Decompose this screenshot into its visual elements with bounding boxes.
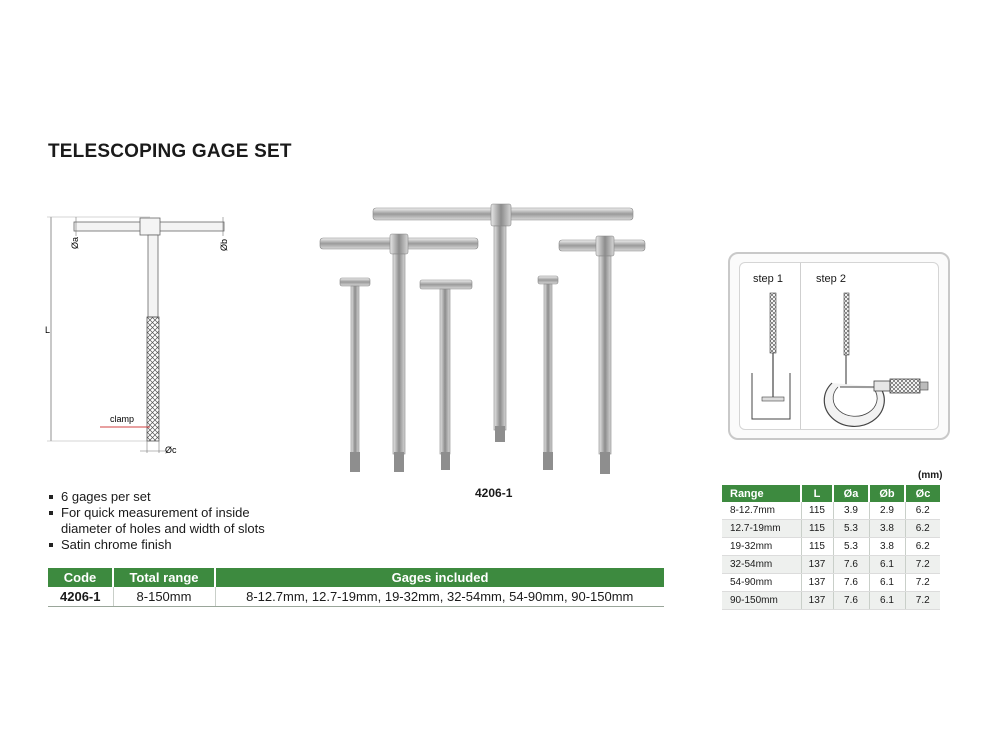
spec-row	[722, 574, 940, 592]
spec-cell: 6.2	[905, 502, 940, 520]
spec-cell: 2.9	[869, 502, 905, 520]
table-header-row	[48, 568, 664, 587]
feature-list	[48, 489, 265, 553]
spec-cell: 6.2	[905, 520, 940, 538]
spec-cell: 115	[801, 502, 833, 520]
spec-cell: 7.2	[905, 574, 940, 592]
label-clamp: clamp	[110, 414, 135, 424]
spec-cell: 137	[801, 592, 833, 610]
gage-set-illustration	[310, 200, 660, 480]
label-b: Øb	[219, 238, 229, 251]
label-c: Øc	[165, 445, 177, 455]
spec-cell: 7.2	[905, 556, 940, 574]
spec-header-range: Range	[722, 485, 801, 502]
spec-cell: 3.9	[833, 502, 869, 520]
header-gages-included: Gages included	[215, 568, 664, 587]
feature-item-continued: diameter of holes and width of slots	[61, 521, 265, 536]
step-1-label: step 1	[753, 273, 783, 285]
spec-table	[722, 485, 940, 610]
spec-cell: 54-90mm	[722, 574, 801, 592]
spec-header-l: L	[801, 485, 833, 502]
cell-gages-included: 8-12.7mm, 12.7-19mm, 19-32mm, 32-54mm, 54-90mm, 90-150mm	[215, 587, 664, 607]
spec-row	[722, 538, 940, 556]
spec-cell: 3.8	[869, 520, 905, 538]
label-a: Øa	[70, 236, 80, 249]
label-l: L	[45, 325, 51, 335]
spec-header-b: Øb	[869, 485, 905, 502]
step-2-label: step 2	[816, 273, 846, 285]
page-title: TELESCOPING GAGE SET	[48, 141, 292, 162]
spec-cell: 8-12.7mm	[722, 502, 801, 520]
spec-cell: 32-54mm	[722, 556, 801, 574]
feature-item: For quick measurement of inside	[48, 505, 265, 521]
spec-header-c: Øc	[905, 485, 940, 502]
technical-drawing	[40, 205, 240, 465]
spec-cell: 6.1	[869, 592, 905, 610]
spec-cell: 115	[801, 520, 833, 538]
spec-cell: 137	[801, 574, 833, 592]
unit-label: (mm)	[918, 470, 943, 481]
spec-cell: 7.6	[833, 556, 869, 574]
spec-cell: 137	[801, 556, 833, 574]
spec-cell: 19-32mm	[722, 538, 801, 556]
spec-cell: 90-150mm	[722, 592, 801, 610]
header-total-range: Total range	[113, 568, 215, 587]
spec-row	[722, 520, 940, 538]
feature-item: Satin chrome finish	[48, 537, 265, 553]
spec-cell: 12.7-19mm	[722, 520, 801, 538]
spec-cell: 115	[801, 538, 833, 556]
spec-cell: 7.6	[833, 574, 869, 592]
table-row	[48, 587, 664, 607]
spec-row	[722, 502, 940, 520]
spec-cell: 3.8	[869, 538, 905, 556]
header-code: Code	[48, 568, 113, 587]
spec-cell: 7.2	[905, 592, 940, 610]
spec-cell: 6.1	[869, 556, 905, 574]
feature-item: 6 gages per set	[48, 489, 265, 505]
gage-set-table	[48, 568, 664, 607]
usage-steps-panel	[728, 252, 950, 440]
spec-cell: 7.6	[833, 592, 869, 610]
spec-cell: 5.3	[833, 538, 869, 556]
spec-cell: 5.3	[833, 520, 869, 538]
spec-row	[722, 592, 940, 610]
spec-header-row	[722, 485, 940, 502]
cell-code: 4206-1	[48, 587, 113, 607]
spec-row	[722, 556, 940, 574]
spec-cell: 6.2	[905, 538, 940, 556]
usage-steps-inner	[739, 262, 939, 430]
spec-cell: 6.1	[869, 574, 905, 592]
gage-diagram	[40, 205, 240, 465]
product-photo	[310, 200, 660, 480]
spec-header-a: Øa	[833, 485, 869, 502]
steps-illustration	[740, 263, 938, 429]
model-label: 4206-1	[475, 486, 513, 500]
cell-total-range: 8-150mm	[113, 587, 215, 607]
